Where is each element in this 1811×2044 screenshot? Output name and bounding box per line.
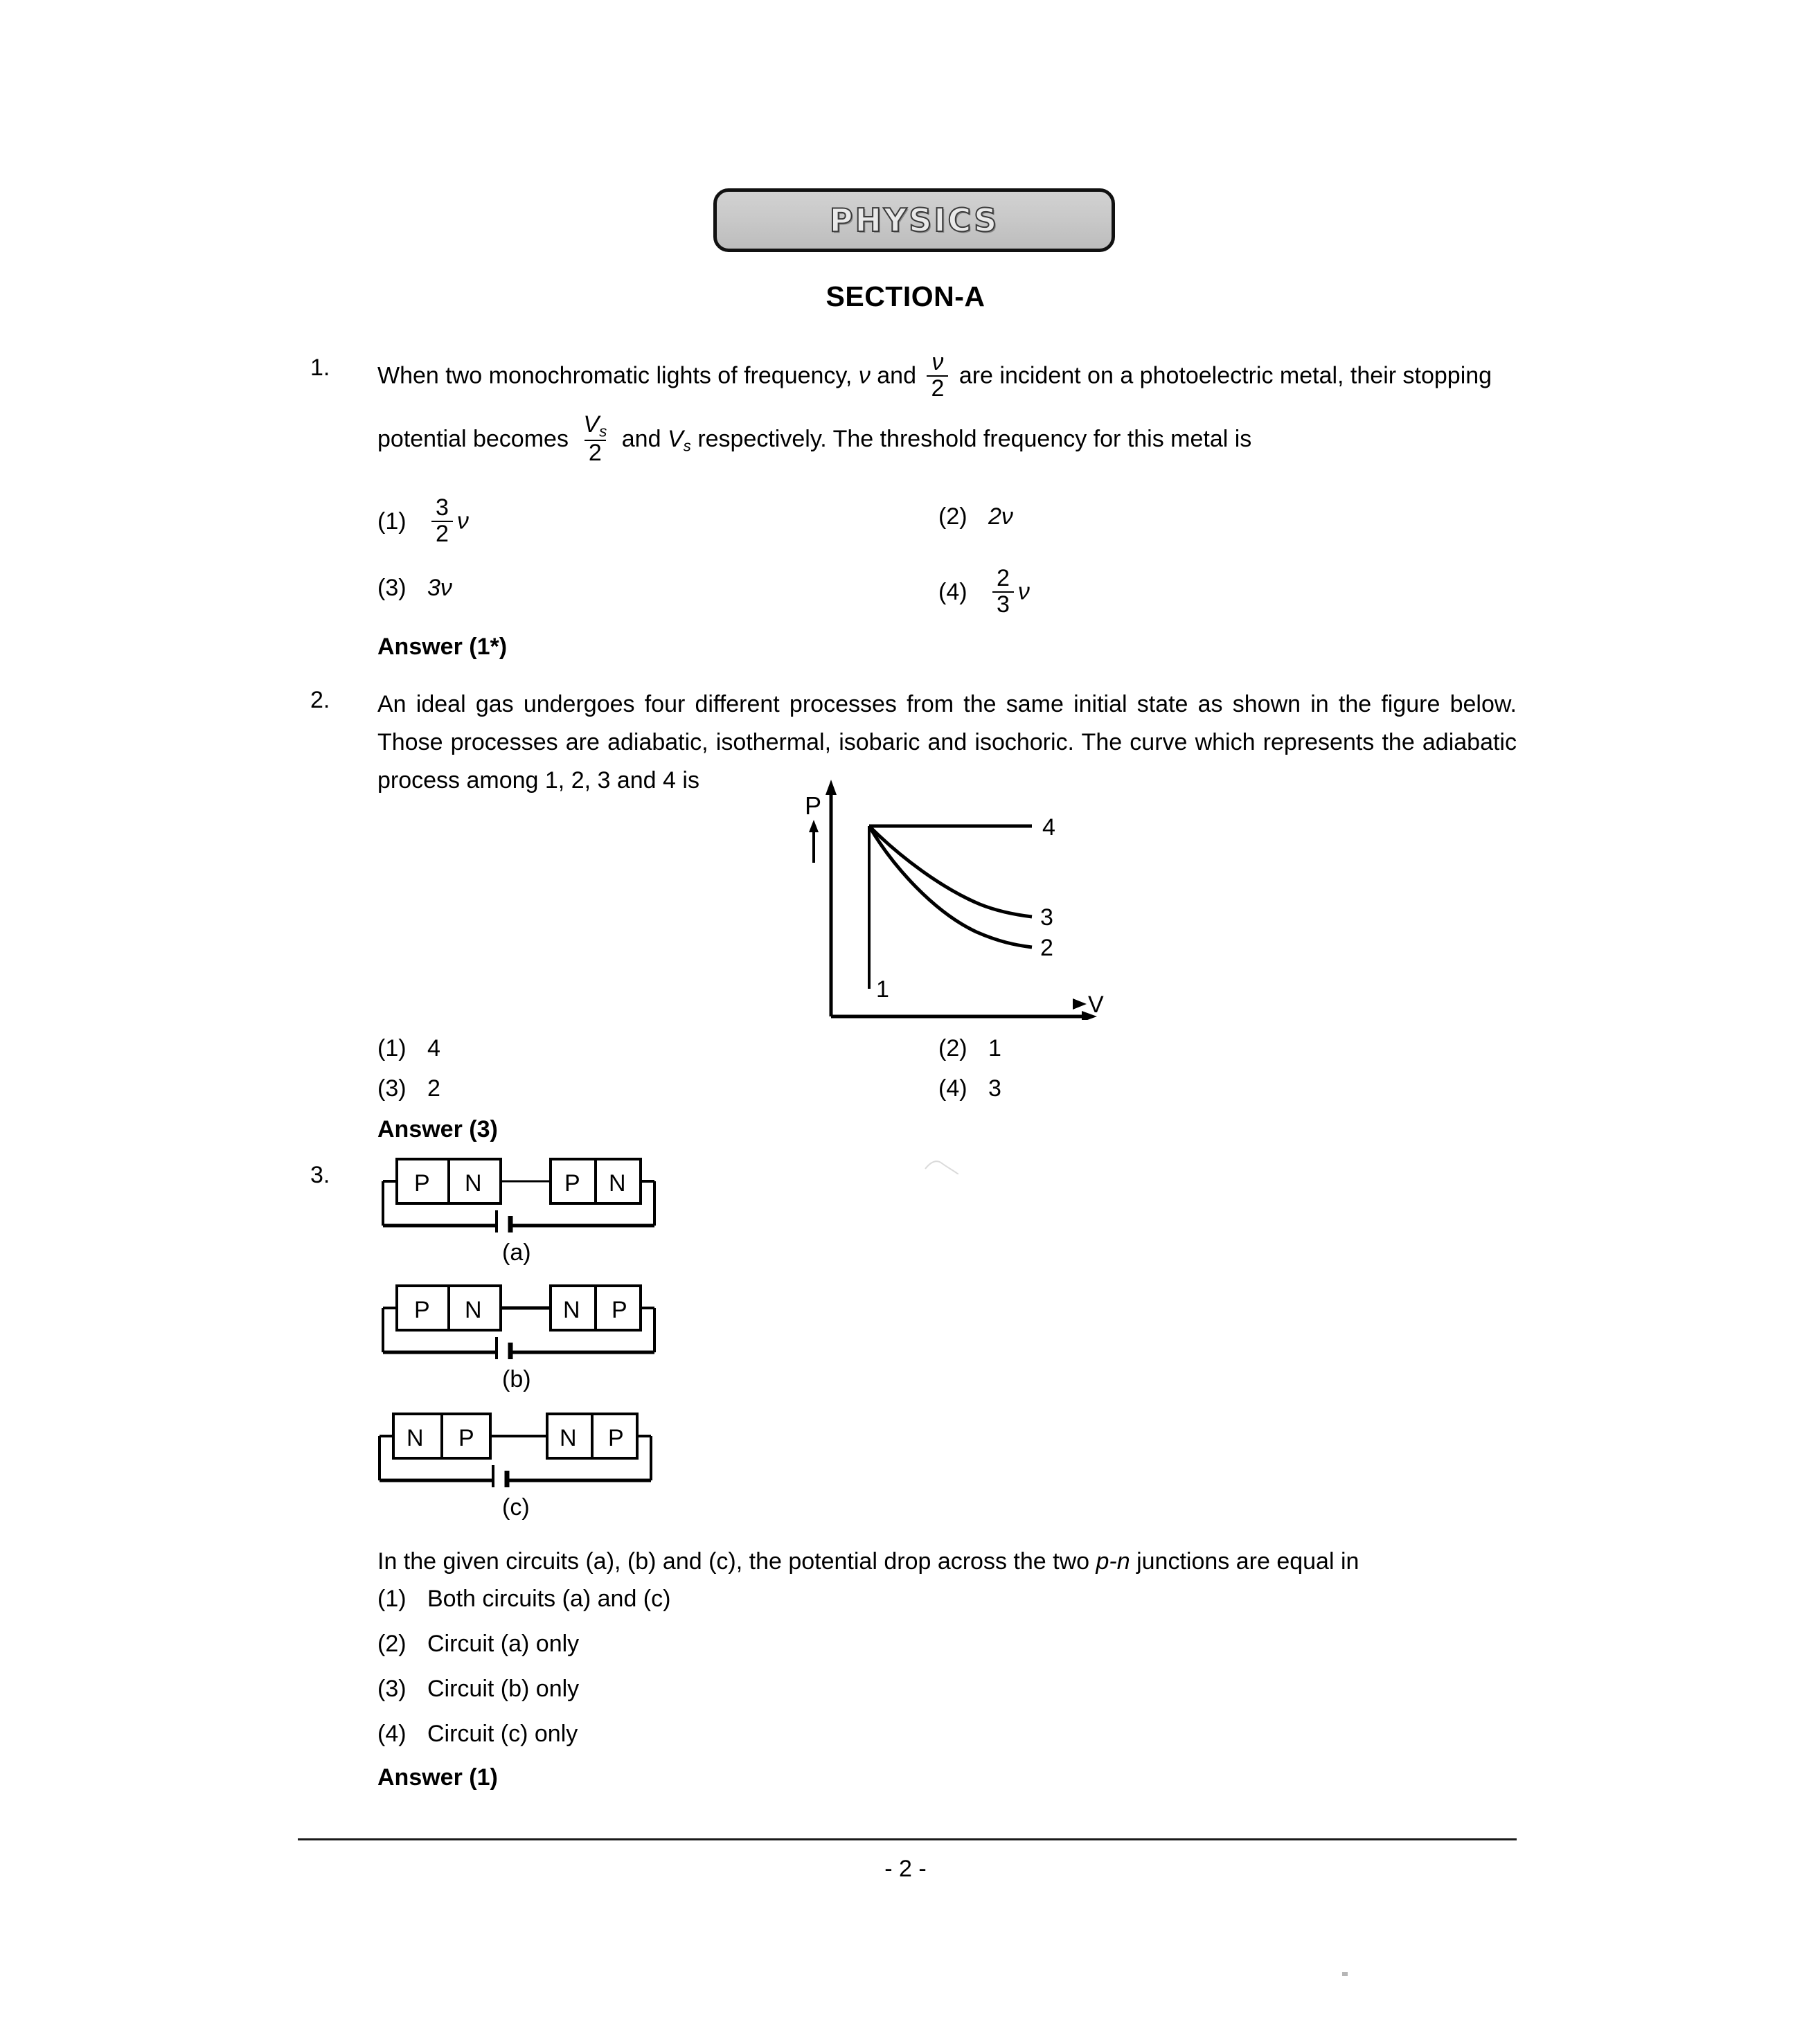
circuit-c	[374, 1411, 658, 1487]
q1-text-part3: potential becomes	[377, 426, 569, 453]
pv-x-axis-label: V	[1070, 992, 1104, 1019]
q1-vs-symbol: $V_s$	[667, 426, 691, 455]
pv-diagram-svg	[796, 774, 1101, 1020]
q3-option-2-label: (2)	[377, 1631, 407, 1657]
circuit-b-right-p-label: P	[612, 1297, 627, 1323]
q1-option-4-fraction: $\frac{2}{3}$	[992, 566, 1014, 617]
q2-option-3-label: (3)	[377, 1075, 407, 1102]
footer-divider	[298, 1838, 1517, 1840]
circuit-c-right-p-label: P	[608, 1425, 624, 1451]
q3-option-4-value: Circuit (c) only	[427, 1721, 578, 1747]
question-1-number: 1.	[310, 355, 330, 381]
question-3-option-1[interactable]	[377, 1586, 670, 1613]
question-1-option-4[interactable]	[938, 565, 1030, 618]
question-1-answer: Answer (1*)	[377, 634, 508, 660]
question-3-text	[377, 1543, 1517, 1581]
scan-artifact-speck	[1342, 1972, 1348, 1976]
circuit-b-left-n-label: N	[465, 1297, 482, 1323]
pv-curve-2-adiabatic	[869, 826, 1032, 947]
question-2-option-1[interactable]	[377, 1035, 440, 1062]
q2-option-2-label: (2)	[938, 1035, 967, 1061]
q3-option-2-value: Circuit (a) only	[427, 1631, 580, 1657]
q1-option-1-fraction: $\frac{3}{2}$	[431, 496, 453, 546]
q3-option-3-label: (3)	[377, 1676, 407, 1702]
circuit-b	[377, 1283, 661, 1359]
question-2-option-2[interactable]	[938, 1035, 1001, 1062]
q1-option-1-suffix: ν	[456, 508, 469, 535]
pv-curve-3-label: 3	[1040, 904, 1053, 931]
question-3-answer: Answer (1)	[377, 1764, 498, 1791]
question-2-text: An ideal gas undergoes four different processes from the same initial state as shown in the figure below. Those processes are adiabatic, isothermal, isobaric and isochoric. The curve which represents the adiabatic process among 1, 2, 3 and 4 is	[377, 691, 1517, 794]
circuit-a-caption: (a)	[502, 1239, 531, 1266]
q3-option-4-label: (4)	[377, 1721, 407, 1747]
question-1-option-3[interactable]	[377, 575, 452, 602]
circuit-a-right-n-label: N	[609, 1170, 626, 1196]
q1-option-1-label: (1)	[377, 508, 407, 535]
pv-x-label-arrowhead	[1070, 992, 1088, 1016]
pv-y-axis-arrowhead	[826, 780, 837, 795]
question-2-number: 2.	[310, 687, 330, 713]
question-1-text	[377, 349, 1517, 402]
q1-text-part2: are incident on a photoelectric metal, their stopping	[958, 362, 1492, 389]
q2-option-1-value: 4	[427, 1035, 440, 1061]
q3-pn-symbol: p-n	[1096, 1548, 1130, 1575]
pv-y-label-arrowhead	[809, 820, 819, 832]
circuit-b-svg	[377, 1283, 661, 1359]
section-title: SECTION-A	[826, 280, 985, 312]
q1-option-3-value: 3ν	[427, 575, 452, 601]
circuit-a-left-p-label: P	[414, 1170, 430, 1196]
question-1-option-2[interactable]	[938, 503, 1013, 530]
circuit-c-left-p-label: P	[458, 1425, 474, 1451]
subject-banner-label: PHYSICS	[829, 201, 999, 239]
question-2-answer: Answer (3)	[377, 1116, 498, 1142]
question-3-option-4[interactable]	[377, 1721, 578, 1748]
q1-option-4-label: (4)	[938, 578, 967, 605]
q1-nu-symbol: ν	[858, 362, 871, 389]
q3-option-3-value: Circuit (b) only	[427, 1676, 580, 1702]
circuit-b-left-p-label: P	[414, 1297, 430, 1323]
pv-diagram-figure	[796, 774, 1101, 1020]
q1-text-part5: respectively. The threshold frequency for this metal is	[697, 426, 1252, 453]
q2-option-3-value: 2	[427, 1075, 440, 1102]
question-3-option-2[interactable]	[377, 1631, 579, 1658]
page-number: - 2 -	[884, 1856, 927, 1882]
question-2-option-4[interactable]	[938, 1075, 1001, 1102]
q1-text-part4: and	[621, 426, 661, 453]
q1-fraction-nu-over-2: $\frac{\nu}{2}$	[927, 350, 948, 401]
pv-curve-3-isothermal	[869, 826, 1032, 917]
question-3-option-3[interactable]	[377, 1676, 579, 1703]
circuit-b-right-n-label: N	[563, 1297, 580, 1323]
q2-option-2-value: 1	[988, 1035, 1001, 1061]
question-1-text-line2	[377, 411, 1517, 467]
circuit-a-svg	[377, 1156, 661, 1232]
q1-option-2-value: 2ν	[988, 503, 1013, 530]
q1-text-and: and	[877, 362, 916, 389]
q3-text-part1: In the given circuits (a), (b) and (c), the potential drop across the two	[377, 1548, 1090, 1575]
circuit-a-left-n-label: N	[465, 1170, 482, 1196]
pv-curve-4-label: 4	[1042, 814, 1055, 841]
q2-option-1-label: (1)	[377, 1035, 407, 1061]
circuit-c-left-n-label: N	[407, 1425, 424, 1451]
q1-option-3-label: (3)	[377, 575, 407, 601]
pv-curve-2-label: 2	[1040, 935, 1053, 961]
subject-banner	[713, 188, 1115, 252]
subject-banner-box	[713, 188, 1115, 252]
circuit-c-svg	[374, 1411, 658, 1487]
circuit-b-caption: (b)	[502, 1366, 531, 1392]
q3-option-1-value: Both circuits (a) and (c)	[427, 1586, 671, 1612]
q2-option-4-value: 3	[988, 1075, 1001, 1102]
circuit-c-right-n-label: N	[560, 1425, 577, 1451]
q1-option-2-label: (2)	[938, 503, 967, 530]
question-1-option-1[interactable]	[377, 494, 469, 548]
pv-y-axis-label: P	[805, 791, 822, 820]
question-2-option-3[interactable]	[377, 1075, 440, 1102]
circuit-a	[377, 1156, 661, 1232]
q1-fraction-vs-over-2: $\frac{V_s}{2}$	[583, 411, 607, 466]
q1-option-4-suffix: ν	[1017, 578, 1030, 605]
q2-option-4-label: (4)	[938, 1075, 967, 1102]
circuit-a-right-p-label: P	[564, 1170, 580, 1196]
q1-text-part1: When two monochromatic lights of frequency,	[377, 362, 853, 389]
circuit-c-caption: (c)	[502, 1494, 530, 1521]
q3-option-1-label: (1)	[377, 1586, 407, 1612]
q3-text-part2: junctions are equal in	[1136, 1548, 1359, 1575]
scan-artifact-smudge	[921, 1151, 970, 1174]
question-3-number: 3.	[310, 1162, 330, 1188]
pv-curve-1-label: 1	[876, 976, 889, 1003]
